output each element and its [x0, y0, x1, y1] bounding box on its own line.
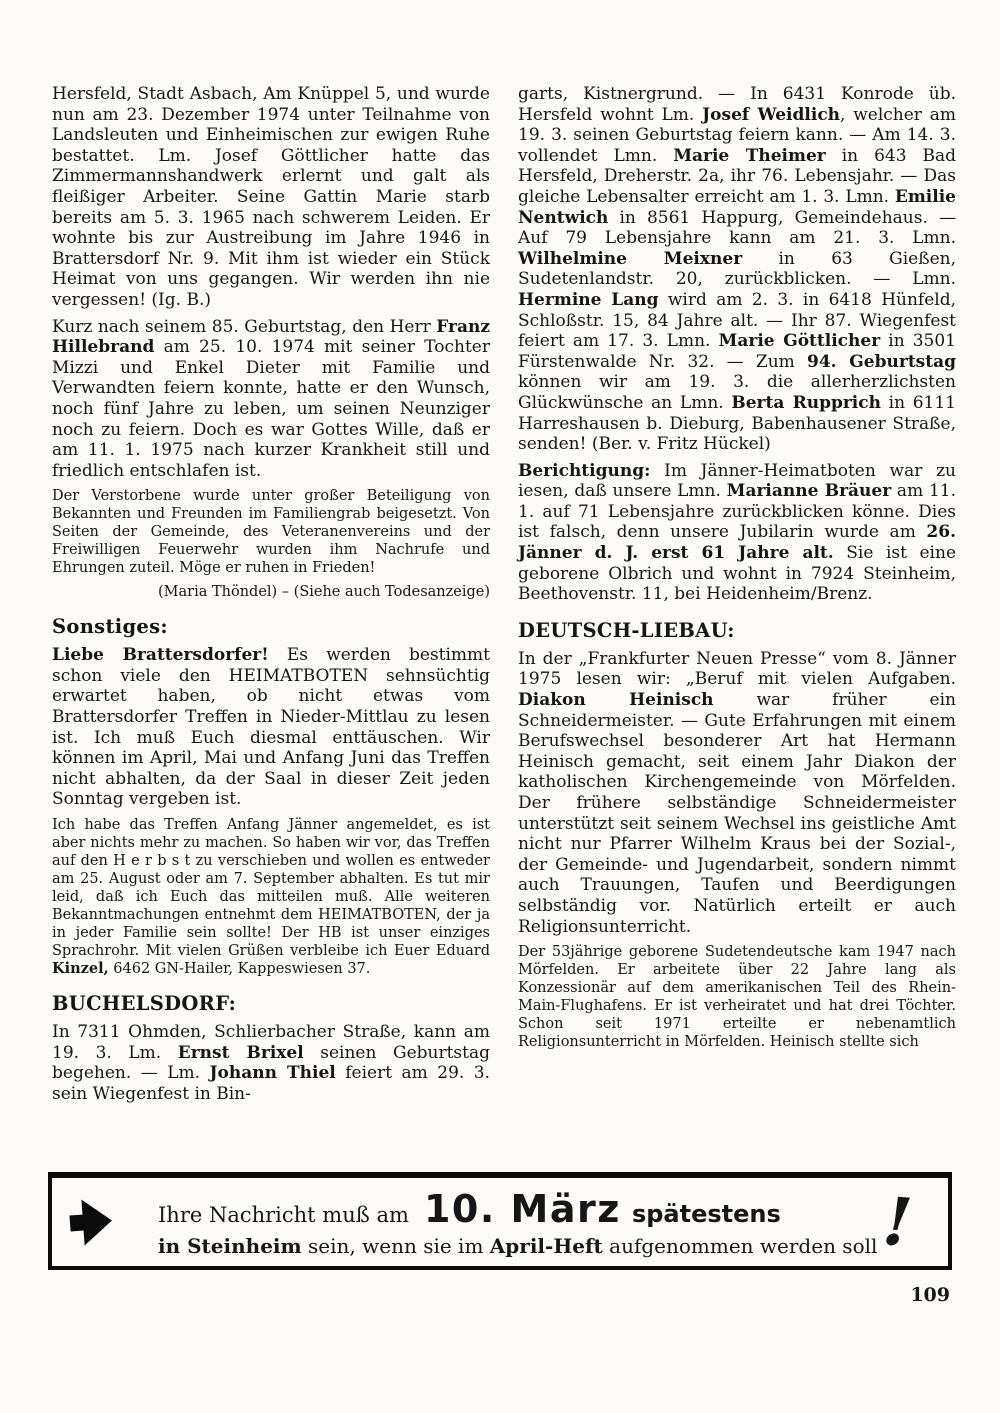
- paragraph-goettlicher-obituary: Hersfeld, Stadt Asbach, Am Knüppel 5, und wurde nun am 23. Dezember 1974 unter Teilnahme von Landsleuten und Einheimischen zur ewigen Ruhe bestattet. Lm. Josef Göttlicher hatte das Zimmermannshandwerk erlernt und galt als fleißiger Arbeiter. Seine Gattin Marie starb bereits am 5. 3. 1965 nach schwerem Leiden. Er wohnte bis zur Austreibung im Jahre 1946 in Brattersdorf Nr. 9. Mit ihm ist wieder ein Stück Heimat von uns gegangen. Wir werden ihn nie vergessen! (Ig. B.): [52, 84, 490, 310]
- paragraph-berichtigung: Berichtigung: Im Jänner-Heimatboten war zu iesen, daß unsere Lmn. Marianne Bräuer am 11. 1. auf 71 Lebensjahre zurückblicken könne. Dies ist falsch, denn unsere Jubilarin wurde am 26. Jänner d. J. erst 61 Jahre alt. Sie ist eine geborene Olbrich und wohnt in 7924 Steinheim, Beethovenstr. 11, bei Heidenheim/Brenz.: [518, 460, 957, 605]
- page-number: 109: [910, 1284, 950, 1306]
- left-column: [52, 84, 490, 1110]
- deadline-banner: [48, 1172, 952, 1270]
- treffen-details: Ich habe das Treffen Anfang Jänner angemeldet, es ist aber nichts mehr zu machen. So haben wir vor, das Treffen auf den H e r b s t zu verschieben und wollen es entweder am 25. August oder am 7. September abhalten. Es tut mir leid, daß ich Euch das mitteilen muß. Alle weiteren Bekanntmachungen entnehmt dem HEIMATBOTEN, der ja in jeder Familie sein sollte! Der HB ist unser einziges Sprachrohr. Mit vielen Grüßen verbleibe ich Euer Eduard Kinzel, 6462 GN-Hailer, Kappeswiesen 37.: [52, 817, 490, 978]
- heading-deutsch-liebau: DEUTSCH-LIEBAU:: [518, 618, 735, 642]
- heading-buchelsdorf: BUCHELSDORF:: [52, 992, 237, 1016]
- paragraph-buchelsdorf-birthdays: In 7311 Ohmden, Schlierbacher Straße, kann am 19. 3. Lm. Ernst Brixel seinen Geburtstag begehen. — Lm. Johann Thiel feiert am 29. 3. sein Wiegenfest in Bin-: [52, 1022, 490, 1104]
- heinisch-details: Der 53jährige geborene Sudetendeutsche kam 1947 nach Mörfelden. Er arbeitete über 22 Jahre lang als Konzessionär auf dem amerikanischen Teil des Rhein-Main-Flughafens. Er ist verheiratet und hat drei Töchter. Schon seit 1971 erteilte er nebenamtlich Religionsunterricht in Mörfelden. Heinisch stellte sich: [518, 944, 956, 1051]
- text-columns: [52, 84, 956, 1110]
- deadline-banner-text: [114, 1187, 883, 1258]
- paragraph-birthday-greetings: garts, Kistnergrund. — In 6431 Konrode üb. Hersfeld wohnt Lm. Josef Weidlich, welcher am 19. 3. seinen Geburtstag feiern kann. — Am 14. 3. vollendet Lmn. Marie Theimer in 643 Bad Hersfeld, Dreherstr. 2a, ihr 76. Lebensjahr. — Das gleiche Lebensalter erreicht am 1. 3. Lmn. Emilie Nentwich in 8561 Happurg, Gemeindehaus. — Auf 79 Lebensjahre kann am 21. 3. Lmn. Wilhelmine Meixner in 63 Gießen, Sudetenlandstr. 20, zurückblicken. — Lmn. Hermine Lang wird am 2. 3. in 6418 Hünfeld, Schloßstr. 15, 84 Jahre alt. — Ihr 87. Wiegenfest feiert am 17. 3. Lmn. Marie Göttlicher in 3501 Fürstenwalde Nr. 32. — Zum 94. Geburtstag können wir am 19. 3. die allerherzlichsten Glückwünsche an Lmn. Berta Rupprich in 6111 Harreshausen b. Dieburg, Babenhausener Straße, senden! (Ber. v. Fritz Hückel): [518, 84, 957, 455]
- right-column: [518, 84, 956, 1110]
- paragraph-hillebrand-obituary: Kurz nach seinem 85. Geburtstag, den Herr Franz Hillebrand am 25. 10. 1974 mit seiner Tochter Mizzi und Enkel Dieter mit Familie und Verwandten feiern konnte, hatte er den Wunsch, noch fünf Jahre zu leben, um seinen Neunziger noch zu feiern. Doch es war Gottes Wille, daß er am 11. 1. 1975 nach kurzer Krankheit still und friedlich entschlafen ist.: [52, 316, 490, 481]
- banner-deadline-date: 10. März: [423, 1186, 621, 1231]
- paragraph-diakon-heinisch: In der „Frankfurter Neuen Presse“ vom 8. Jänner 1975 lesen wir: „Beruf mit vielen Aufgaben. Diakon Heinisch war früher ein Schneidermeister. — Gute Erfahrungen mit einem Berufswechsel besonderer Art hat Hermann Heinisch gemacht, seit einem Jahr Diakon der katholischen Kirchengemeinde von Mörfelden. Der frühere selbständige Schneidermeister unterstützt seit seinem Wechsel ins geistliche Amt nicht nur Pfarrer Wilhelm Kraus bei der Sozial-, der Gemeinde- und Jugendarbeit, sondern nimmt auch Trauungen, Taufen und Beerdigungen selbständig vor. Natürlich erteilt er auch Religionsunterricht.: [518, 648, 956, 937]
- funeral-note: Der Verstorbene wurde unter großer Beteiligung von Bekannten und Freunden im Familiengrab beigesetzt. Von Seiten der Gemeinde, des Veteranenvereins und der Freiwilligen Feuerwehr wurden ihm Nachrufe und Ehrungen zuteil. Möge er ruhen in Frieden!: [52, 488, 490, 577]
- banner-line1-suffix: spätestens: [631, 1199, 781, 1228]
- exclamation-mark: !: [880, 1182, 915, 1262]
- banner-line2: in Steinheim sein, wenn sie im April-Heft aufgenommen werden soll: [158, 1233, 878, 1258]
- banner-line1: [158, 1186, 781, 1231]
- paragraph-treffen-announcement: Liebe Brattersdorfer! Es werden bestimmt schon viele den HEIMATBOTEN sehnsüchtig erwartet haben, ob nicht etwas vom Brattersdorfer Treffen in Nieder-Mittlau zu lesen ist. Ich muß Euch diesmal enttäuschen. Wir können im April, Mai und Anfang Juni das Treffen nicht abhalten, da der Saal in dieser Zeit jeden Sonntag vergeben ist.: [52, 645, 491, 810]
- heading-sonstiges: Sonstiges:: [52, 615, 168, 639]
- banner-line1-prefix: Ihre Nachricht muß am: [158, 1202, 409, 1227]
- funeral-note-signoff: (Maria Thöndel) – (Siehe auch Todesanzeige): [157, 584, 490, 601]
- right-arrow-icon: [68, 1193, 114, 1251]
